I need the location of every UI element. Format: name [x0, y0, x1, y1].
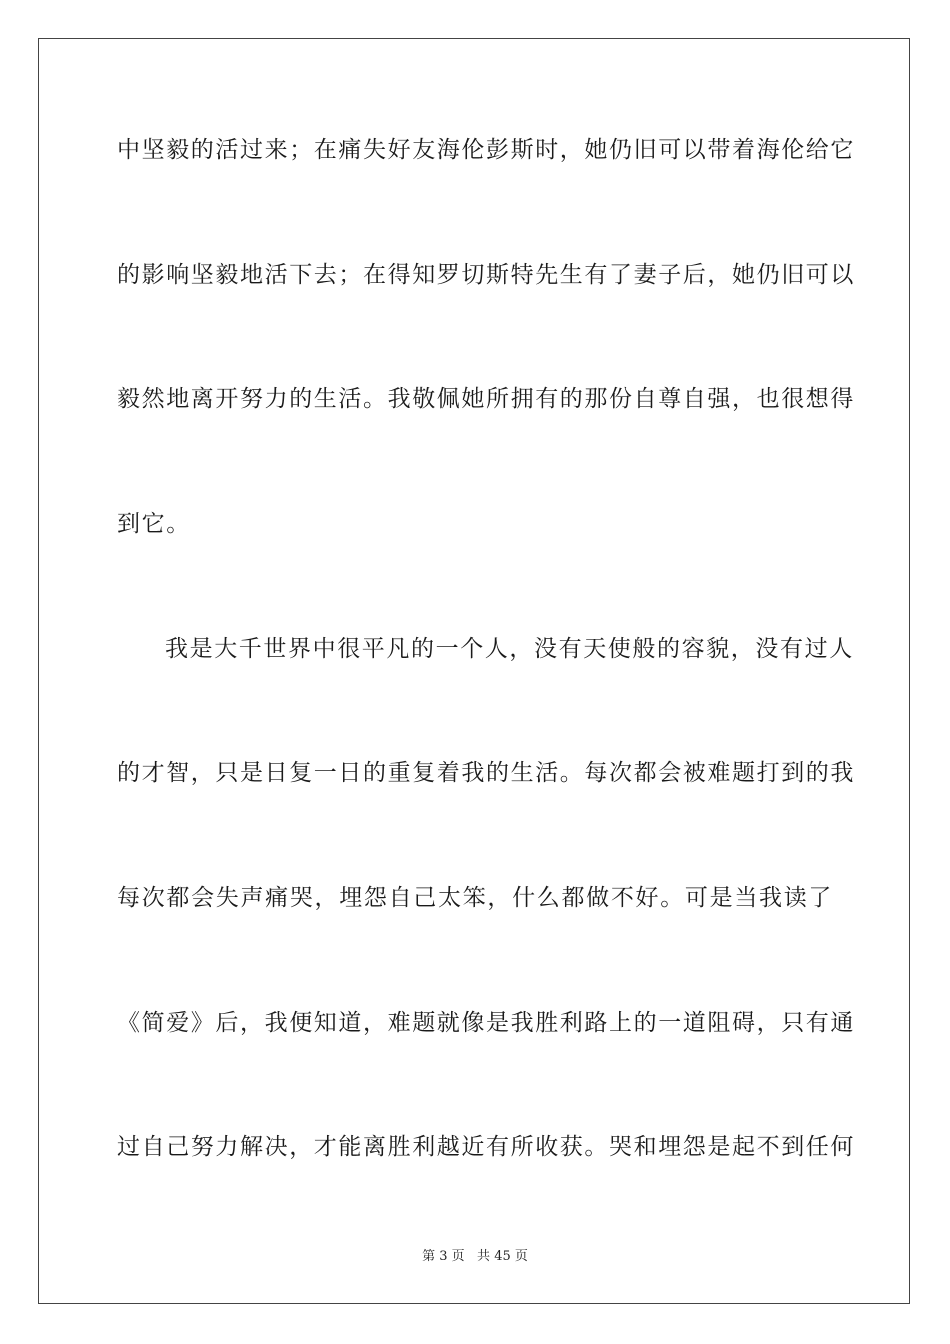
text-line: 的才智，只是日复一日的重复着我的生活。每次都会被难题打到的我 — [117, 760, 855, 786]
paragraph-first-line: 我是大千世界中很平凡的一个人，没有天使般的容貌，没有过人 — [165, 636, 854, 662]
text-line: 《简爱》后，我便知道，难题就像是我胜利路上的一道阻碍，只有通 — [117, 1010, 855, 1036]
text-line: 中坚毅的活过来；在痛失好友海伦彭斯时，她仍旧可以带着海伦给它 — [117, 137, 855, 163]
page-border — [38, 38, 910, 1304]
text-line: 过自己努力解决，才能离胜利越近有所收获。哭和埋怨是起不到任何 — [117, 1134, 855, 1160]
text-line: 的影响坚毅地活下去；在得知罗切斯特先生有了妻子后，她仍旧可以 — [117, 262, 855, 288]
text-line: 到它。 — [117, 511, 191, 537]
text-line: 每次都会失声痛哭，埋怨自己太笨，什么都做不好。可是当我读了 — [117, 885, 833, 911]
page-number-footer: 第 3 页 共 45 页 — [422, 1249, 528, 1264]
text-line: 毅然地离开努力的生活。我敬佩她所拥有的那份自尊自强，也很想得 — [117, 386, 855, 412]
